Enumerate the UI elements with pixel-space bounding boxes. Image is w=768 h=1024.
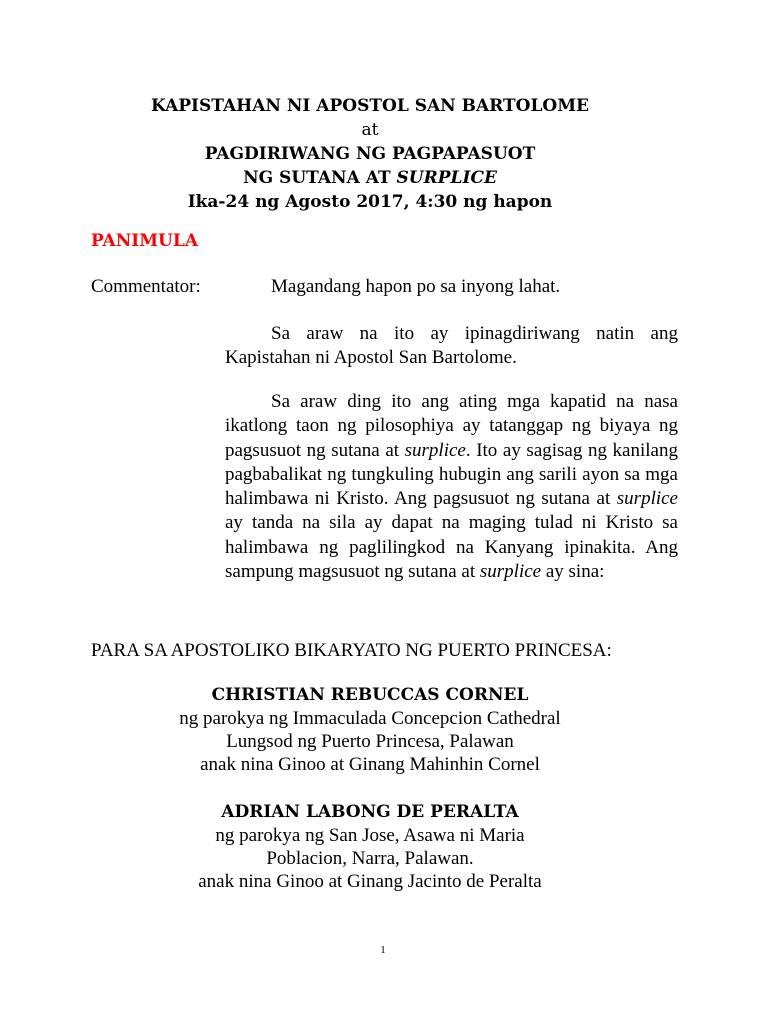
person-name: ADRIAN LABONG DE PERALTA [221,802,519,822]
person-entry [0,683,740,776]
person-name: CHRISTIAN REBUCCAS CORNEL [211,685,529,705]
person-location: Poblacion, Narra, Palawan. [266,848,474,869]
paragraph-2-part-3: ay tanda na sila ay dapat na maging tulad ni Kristo sa halimbawa ng paglilingkod na Kanyang ipinakita. Ang sampung magsusuot ng sutana at [225,512,678,583]
paragraph-1-text: Sa araw na ito ay ipinagdiriwang natin ang Kapistahan ni Apostol San Bartolome. [225,323,678,369]
paragraph-2-italic-1: surplice [404,439,466,461]
paragraph-2-part-4: ay sina: [541,561,605,583]
title-line-4-prefix: NG SUTANA AT [243,168,397,188]
paragraph-1 [225,322,678,371]
title-line-3: PAGDIRIWANG NG PAGPAPASUOT [204,144,536,164]
paragraph-2-part-1: Sa araw ding ito ang ating mga kapatid na nasa ikatlong taon ng pilosophiya ay tatanggap ng biyaya ng pagsusuot ng sutana at [225,391,678,461]
section-heading-panimula: PANIMULA [91,231,199,251]
paragraph-2-part-2: . Ito ay sagisag ng kanilang pagbabalikat ng tungkuling hubugin ang sarili ayon sa mga halimbawa ni Kristo. Ang pagsusuot ng sutana at [225,439,678,510]
person-parish: ng parokya ng Immaculada Concepcion Cathedral [179,708,561,729]
person-parents: anak nina Ginoo at Ginang Mahinhin Cornel [200,754,540,775]
document-title [0,94,740,214]
title-line-4 [0,166,740,190]
section-title: PARA SA APOSTOLIKO BIKARYATO NG PUERTO PRINCESA: [91,640,612,661]
paragraph-2-italic-2: surplice [616,488,678,510]
person-parish: ng parokya ng San Jose, Asawa ni Maria [215,825,525,846]
title-line-1: KAPISTAHAN NI APOSTOL SAN BARTOLOME [150,96,589,116]
greeting-text: Magandang hapon po sa inyong lahat. [271,276,561,297]
speaker-label: Commentator: [91,276,201,297]
person-parents: anak nina Ginoo at Ginang Jacinto de Peralta [198,871,542,892]
person-entry [0,800,740,893]
page-number: 1 [380,944,386,956]
paragraph-2 [225,390,678,584]
paragraph-2-italic-3: surplice [479,561,542,583]
title-line-2: at [361,120,379,140]
person-location: Lungsod ng Puerto Princesa, Palawan [226,731,514,752]
title-line-4-italic: SURPLICE [396,168,497,188]
title-date: Ika-24 ng Agosto 2017, 4:30 ng hapon [187,192,553,212]
